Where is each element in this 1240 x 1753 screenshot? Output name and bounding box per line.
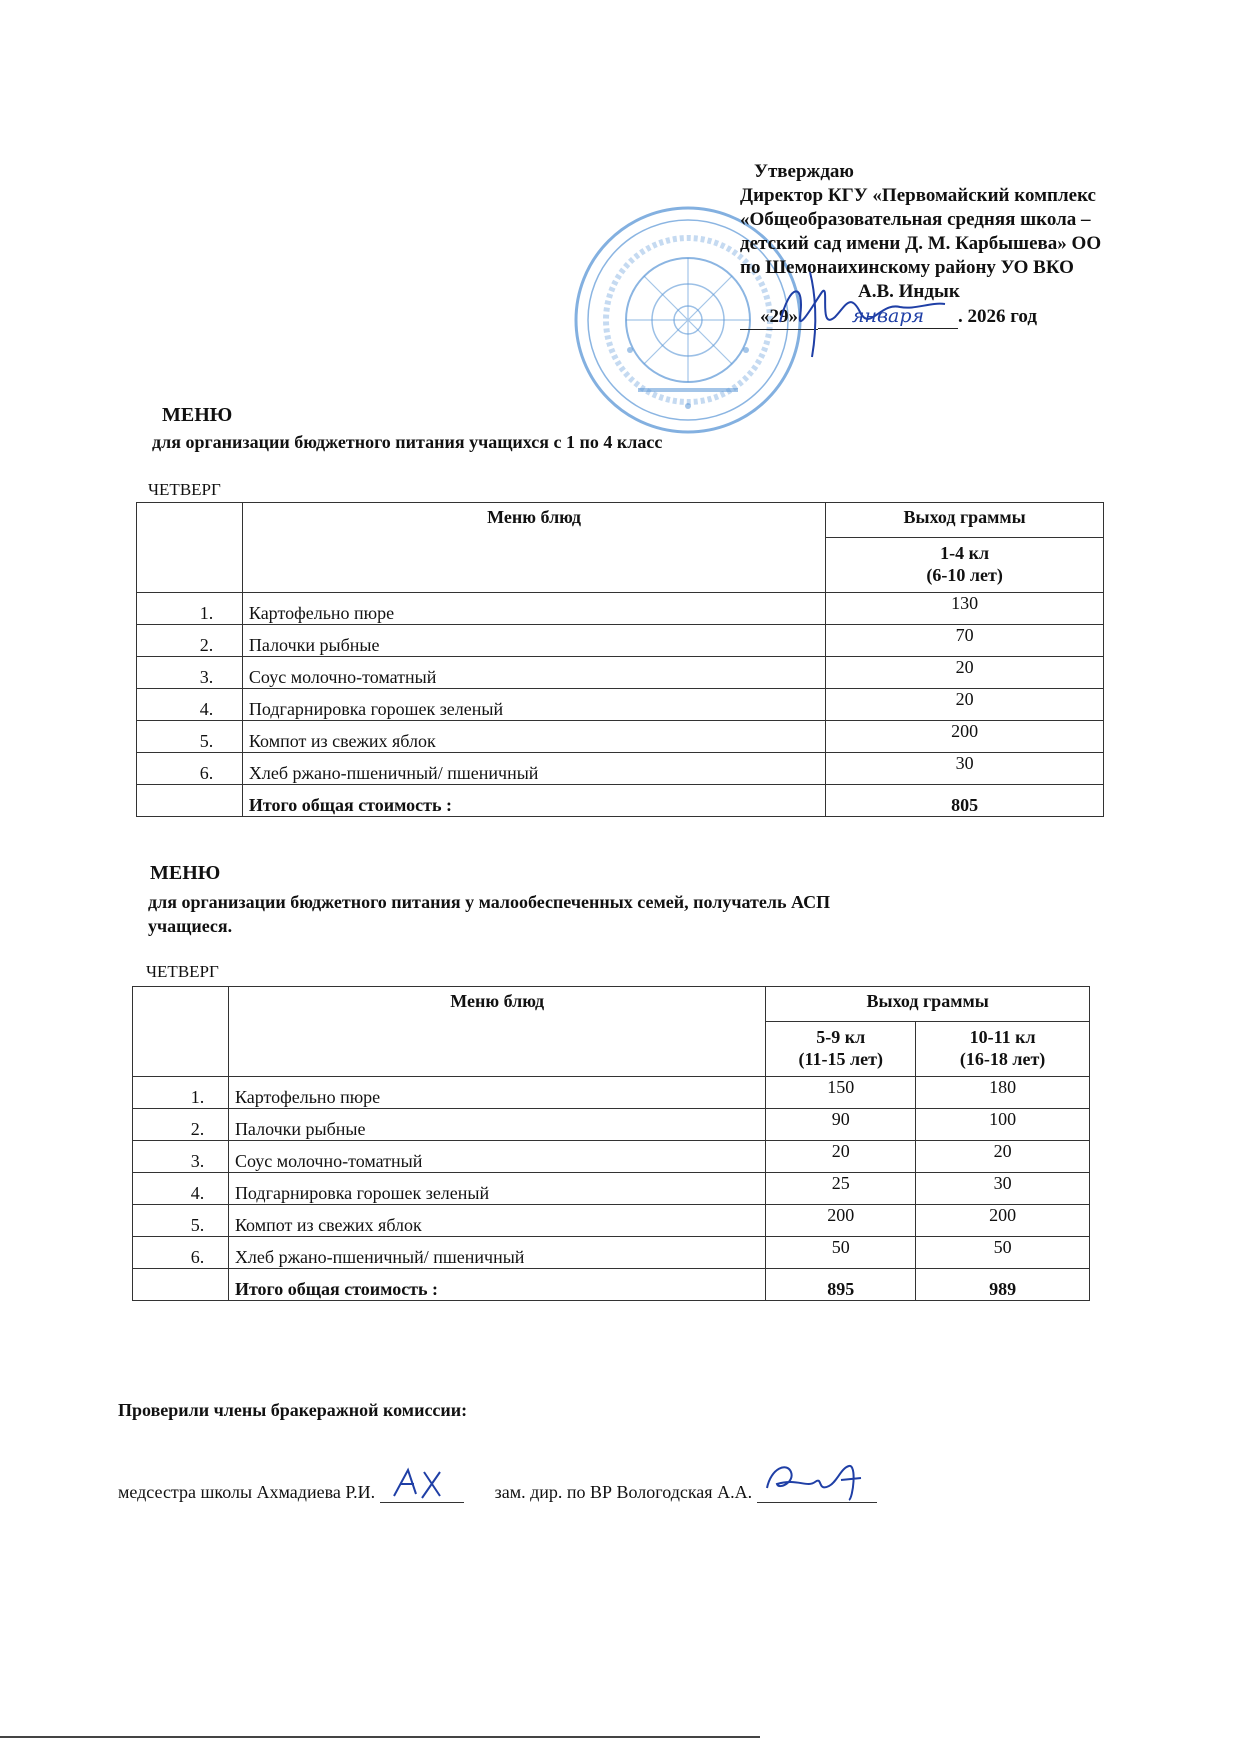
table-row	[133, 1237, 1090, 1269]
row-number: 2.	[133, 1109, 229, 1141]
table-row	[137, 689, 1104, 721]
dish-name: Хлеб ржано-пшеничный/ пшеничный	[228, 1237, 765, 1269]
dish-name: Картофельно пюре	[242, 593, 825, 625]
row-number: 3.	[133, 1141, 229, 1173]
deputy-signature	[757, 1458, 877, 1503]
commission-title: Проверили члены бракеражной комиссии:	[118, 1400, 468, 1420]
approval-org-line3: по Шемонаихинскому району УО ВКО	[740, 257, 1074, 278]
approval-date-day: «29»	[740, 305, 818, 330]
nurse-signature	[380, 1462, 464, 1503]
total-num-cell	[137, 785, 243, 817]
grams-value: 70	[826, 625, 1104, 657]
row-number: 4.	[133, 1173, 229, 1205]
dish-name: Подгарнировка горошек зеленый	[242, 689, 825, 721]
scan-edge-line	[0, 1736, 760, 1738]
grade-col2-age: (16-18 лет)	[959, 1049, 1046, 1069]
deputy-signature-mark	[757, 1458, 877, 1502]
grams-value-col1: 25	[766, 1173, 916, 1205]
table-row	[137, 657, 1104, 689]
table-header-num	[137, 503, 243, 593]
grams-value: 200	[826, 721, 1104, 753]
grade-col1-label: 5-9 кл	[816, 1027, 866, 1047]
section1-subtitle: для организации бюджетного питания учащихся с 1 по 4 класс	[152, 432, 663, 452]
grams-value: 20	[826, 689, 1104, 721]
grams-value-col1: 20	[766, 1141, 916, 1173]
dish-name: Соус молочно-томатный	[242, 657, 825, 689]
approval-title: Утверждаю	[754, 161, 854, 182]
table-row	[133, 1141, 1090, 1173]
table-row	[137, 721, 1104, 753]
table-row	[133, 1173, 1090, 1205]
table-row	[137, 593, 1104, 625]
section2-title: МЕНЮ	[150, 862, 221, 884]
row-number: 4.	[137, 689, 243, 721]
table-header-output: Выход граммы	[766, 987, 1090, 1022]
grams-value-col2: 100	[916, 1109, 1090, 1141]
approval-director-name: А.В. Индык	[858, 281, 960, 302]
table-row	[133, 1205, 1090, 1237]
grade-col1-label: 1-4 кл	[940, 543, 990, 563]
section1-title: МЕНЮ	[162, 404, 233, 426]
dish-name: Картофельно пюре	[228, 1077, 765, 1109]
total-value-col1: 895	[766, 1269, 916, 1301]
menu-table-primary-body	[137, 593, 1104, 817]
grams-value-col2: 200	[916, 1205, 1090, 1237]
table-header-num	[133, 987, 229, 1077]
grams-value-col1: 50	[766, 1237, 916, 1269]
grams-value: 20	[826, 657, 1104, 689]
total-value: 805	[826, 785, 1104, 817]
dish-name: Компот из свежих яблок	[242, 721, 825, 753]
grams-value: 130	[826, 593, 1104, 625]
total-num-cell	[133, 1269, 229, 1301]
row-number: 6.	[137, 753, 243, 785]
total-label: Итого общая стоимость :	[228, 1269, 765, 1301]
menu-table-asp	[132, 986, 1090, 1301]
approval-org-line2: детский сад имени Д. М. Карбышева» ОО	[740, 233, 1102, 254]
nurse-signature-mark	[380, 1462, 464, 1502]
dish-name: Хлеб ржано-пшеничный/ пшеничный	[242, 753, 825, 785]
menu-table-primary	[136, 502, 1104, 817]
table-row	[137, 625, 1104, 657]
dish-name: Компот из свежих яблок	[228, 1205, 765, 1237]
total-label: Итого общая стоимость :	[242, 785, 825, 817]
row-number: 3.	[137, 657, 243, 689]
grams-value: 30	[826, 753, 1104, 785]
table-header-dishes: Меню блюд	[228, 987, 765, 1077]
approval-date-month: января	[818, 304, 958, 329]
table-total-row	[133, 1269, 1090, 1301]
section2-subtitle-line1: для организации бюджетного питания у малообеспеченных семей, получатель АСП	[148, 892, 831, 912]
dish-name: Палочки рыбные	[242, 625, 825, 657]
approval-position: Директор КГУ «Первомайский комплекс	[740, 185, 1096, 206]
director-signature	[760, 262, 950, 362]
dish-name: Палочки рыбные	[228, 1109, 765, 1141]
deputy-name: зам. дир. по ВР Вологодская А.А.	[494, 1482, 753, 1502]
table-header-output: Выход граммы	[826, 503, 1104, 538]
dish-name: Подгарнировка горошек зеленый	[228, 1173, 765, 1205]
table-total-row	[137, 785, 1104, 817]
nurse-name: медсестра школы Ахмадиева Р.И.	[118, 1482, 376, 1502]
grams-value-col2: 30	[916, 1173, 1090, 1205]
grade-col2-label: 10-11 кл	[969, 1027, 1036, 1047]
grade-col1-age: (6-10 лет)	[926, 565, 1003, 585]
menu-table-asp-body	[133, 1077, 1090, 1301]
section1-day: ЧЕТВЕРГ	[148, 480, 221, 499]
grams-value-col2: 180	[916, 1077, 1090, 1109]
row-number: 5.	[137, 721, 243, 753]
grams-value-col2: 50	[916, 1237, 1090, 1269]
table-header-grade-col2	[916, 1022, 1090, 1077]
section2-day: ЧЕТВЕРГ	[146, 962, 219, 981]
row-number: 1.	[133, 1077, 229, 1109]
table-header-grade-col1	[826, 538, 1104, 593]
approval-date-year: . 2026 год	[958, 306, 1037, 327]
table-header-dishes: Меню блюд	[242, 503, 825, 593]
grade-col1-age: (11-15 лет)	[798, 1049, 883, 1069]
row-number: 2.	[137, 625, 243, 657]
table-row	[133, 1077, 1090, 1109]
approval-org-line1: «Общеобразовательная средняя школа –	[740, 209, 1091, 230]
grams-value-col1: 200	[766, 1205, 916, 1237]
dish-name: Соус молочно-томатный	[228, 1141, 765, 1173]
commission-signers	[118, 1458, 877, 1503]
row-number: 6.	[133, 1237, 229, 1269]
table-row	[137, 753, 1104, 785]
grams-value-col2: 20	[916, 1141, 1090, 1173]
row-number: 1.	[137, 593, 243, 625]
grams-value-col1: 150	[766, 1077, 916, 1109]
grams-value-col1: 90	[766, 1109, 916, 1141]
table-row	[133, 1109, 1090, 1141]
row-number: 5.	[133, 1205, 229, 1237]
section2-subtitle-line2: учащиеся.	[148, 916, 233, 936]
table-header-grade-col1	[766, 1022, 916, 1077]
total-value-col2: 989	[916, 1269, 1090, 1301]
